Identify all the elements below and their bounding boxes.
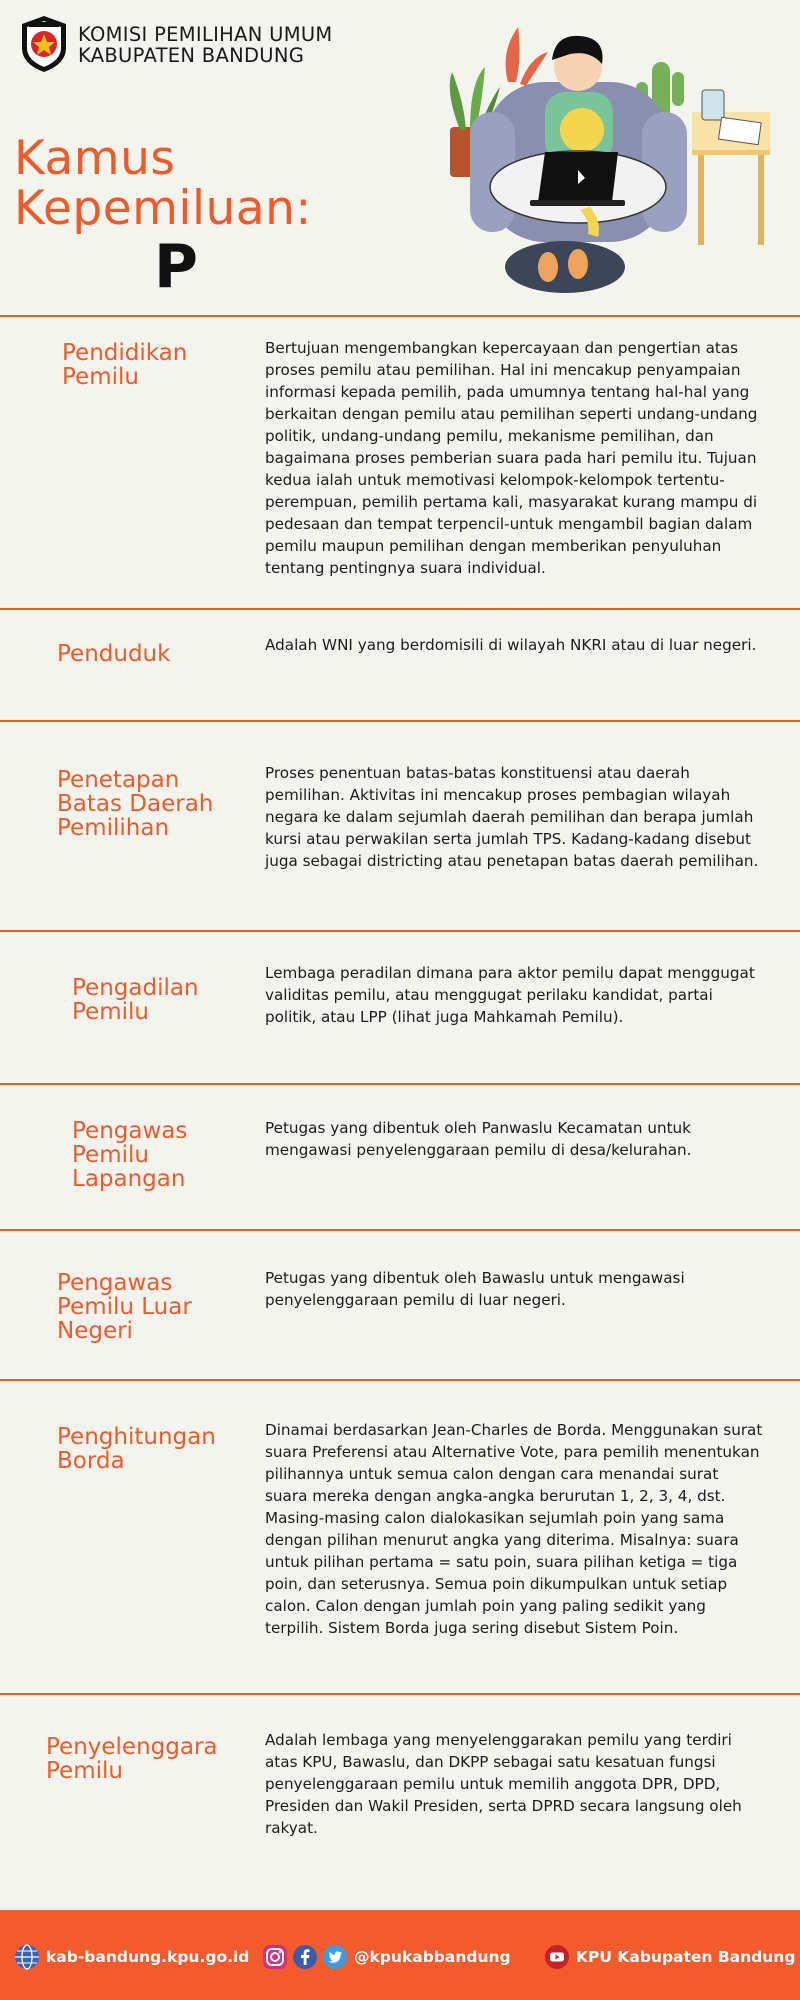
org-line-1: KOMISI PEMILIHAN UMUM: [78, 23, 333, 46]
website-link[interactable]: [14, 1944, 249, 1970]
entry-term: Penyelenggara Pemilu: [46, 1734, 218, 1784]
entry-definition: Proses penentuan batas-batas konstituensi atau daerah pemilihan. Aktivitas ini mencakup proses pembagian wilayah negara ke dalam sejumlah daerah pemilihan dan berapa jumlah kursi atau perwakilan serta jumlah TPS. Kadang-kadang disebut juga sebagai districting atau penetapan batas daerah pemilihan.: [265, 764, 759, 870]
entry-definition: Adalah lembaga yang menyelenggarakan pemilu yang terdiri atas KPU, Bawaslu, dan DKPP sebagai satu kesatuan fungsi penyelenggaraan pemilu untuk memilih anggota DPR, DPD, Presiden dan Wakil Presiden, serta DPRD secara langsung oleh rakyat.: [265, 1731, 742, 1837]
page-title: [14, 131, 312, 236]
website-text: kab-bandung.kpu.go.id: [46, 1948, 250, 1966]
entry-term: Penetapan Batas Daerah Pemilihan: [57, 767, 214, 841]
glossary-entry: [0, 720, 800, 930]
youtube-text: KPU Kabupaten Bandung: [576, 1948, 796, 1966]
instagram-icon[interactable]: [262, 1944, 288, 1970]
entry-term: Pendidikan Pemilu: [62, 340, 188, 390]
header: [0, 0, 800, 315]
kpu-logo: [18, 14, 70, 74]
title-line-2: Kepemiluan:: [14, 181, 312, 236]
facebook-icon[interactable]: [292, 1944, 318, 1970]
youtube-link[interactable]: [544, 1944, 795, 1970]
entry-definition: Lembaga peradilan dimana para aktor pemilu dapat menggugat validitas pemilu, atau menggugat perilaku kandidat, partai politik, atau LPP (lihat juga Mahkamah Pemilu).: [265, 964, 755, 1026]
glossary-entry: [0, 1229, 800, 1379]
entry-definition: Dinamai berdasarkan Jean-Charles de Borda. Menggunakan surat suara Preferensi atau Alternative Vote, para pemilih menentukan pilihannya untuk semua calon dengan cara menandai surat suara mereka dengan angka-angka berurutan 1, 2, 3, 4, dst. Masing-masing calon dialokasikan sejumlah poin yang sama dengan pilihan menurut angka yang diterima. Misalnya: suara untuk pilihan pertama = satu poin, suara pilihan ketiga = tiga poin, dan seterusnya. Semua poin dikumpulkan untuk setiap calon. Calon dengan jumlah poin yang paling sedikit yang terpilih. Sistem Borda juga sering disebut Sistem Poin.: [265, 1421, 763, 1637]
glossary-entry: [0, 315, 800, 608]
title-line-1: Kamus: [14, 131, 176, 186]
glossary-entry: [0, 1379, 800, 1693]
entry-definition: Petugas yang dibentuk oleh Bawaslu untuk mengawasi penyelenggaraan pemilu di luar negeri.: [265, 1269, 685, 1309]
entry-term: Penduduk: [57, 641, 171, 667]
entry-term: Penghitungan Borda: [57, 1424, 216, 1474]
globe-icon: [14, 1944, 40, 1970]
glossary-entry: [0, 930, 800, 1083]
person-laptop-illustration: [430, 12, 770, 302]
glossary-entry: [0, 1693, 800, 1900]
youtube-icon: [544, 1944, 570, 1970]
footer: [0, 1910, 800, 2000]
entry-term: Pengawas Pemilu Luar Negeri: [57, 1270, 192, 1344]
social-handle-text: @kpukabbandung: [354, 1948, 511, 1966]
social-links[interactable]: [262, 1944, 511, 1970]
org-line-2: KABUPATEN BANDUNG: [78, 44, 305, 67]
twitter-icon[interactable]: [322, 1944, 348, 1970]
entry-definition: Petugas yang dibentuk oleh Panwaslu Kecamatan untuk mengawasi penyelenggaraan pemilu di desa/kelurahan.: [265, 1119, 692, 1159]
glossary-list: [0, 315, 800, 1900]
entry-definition: Adalah WNI yang berdomisili di wilayah NKRI atau di luar negeri.: [265, 636, 757, 654]
glossary-entry: [0, 608, 800, 720]
glossary-entry: [0, 1083, 800, 1229]
entry-term: Pengawas Pemilu Lapangan: [72, 1118, 188, 1192]
entry-definition: Bertujuan mengembangkan kepercayaan dan pengertian atas proses pemilu atau pemilihan. Hal ini mencakup penyampaian informasi kepada pemilih, pada umumnya tentang hal-hal yang berkaitan dengan pemilu atau pemilihan seperti undang-undang politik, undang-undang pemilu, mekanisme pemilihan, dan bagaimana proses pemberian suara pada hari pemilu itu. Tujuan kedua ialah untuk memotivasi kelompok-kelompok tertentu-perempuan, pemilih pertama kali, masyarakat kurang mampu di pedesaan dan tempat terpencil-untuk mengambil bagian dalam pemilu maupun pemilihan dengan memberikan penyuluhan tentang pentingnya suara individual.: [265, 339, 758, 577]
letter-heading: P: [154, 232, 198, 302]
entry-term: Pengadilan Pemilu: [72, 975, 199, 1025]
organization-name: [78, 24, 333, 66]
